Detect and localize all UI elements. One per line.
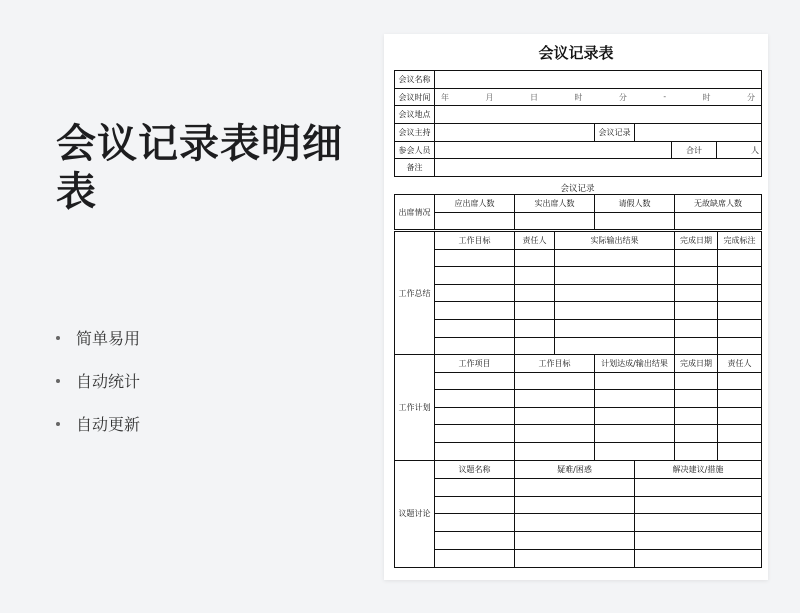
feature-label: 简单易用 (76, 329, 141, 348)
column-header: 应出席人数 (435, 195, 515, 213)
table-cell[interactable] (515, 372, 595, 390)
table-cell[interactable] (515, 496, 635, 514)
table-cell[interactable] (435, 302, 515, 320)
discussion-table (394, 460, 762, 568)
column-header: 实际输出结果 (555, 232, 675, 250)
feature-label: 自动更新 (76, 415, 141, 434)
table-cell[interactable] (435, 478, 515, 496)
table-cell[interactable] (435, 532, 515, 550)
table-cell[interactable] (435, 284, 515, 302)
remarks-field[interactable] (435, 159, 762, 177)
table-cell[interactable] (555, 267, 675, 285)
meeting-name-field[interactable] (435, 71, 762, 89)
table-cell[interactable] (718, 372, 762, 390)
table-cell[interactable] (435, 549, 515, 567)
meeting-place-label: 会议地点 (395, 106, 435, 124)
table-cell[interactable] (635, 478, 762, 496)
table-row (395, 212, 762, 230)
table-cell[interactable] (718, 407, 762, 425)
table-cell[interactable] (675, 267, 718, 285)
table-cell[interactable] (435, 249, 515, 267)
table-cell[interactable] (718, 319, 762, 337)
table-cell[interactable] (718, 425, 762, 443)
table-row (395, 319, 762, 337)
time-part: 时 (574, 92, 583, 102)
column-header: 议题名称 (435, 461, 515, 479)
discussion-label: 议题讨论 (395, 461, 435, 568)
bullet-icon (56, 422, 60, 426)
meeting-name-label: 会议名称 (395, 71, 435, 89)
table-row (395, 496, 762, 514)
table-cell[interactable] (435, 372, 515, 390)
column-header: 无故缺席人数 (675, 195, 762, 213)
table-row (395, 232, 762, 250)
table-cell[interactable] (435, 267, 515, 285)
table-cell[interactable] (675, 319, 718, 337)
table-row (395, 390, 762, 408)
table-cell[interactable] (515, 337, 555, 355)
table-row (395, 141, 762, 159)
table-cell[interactable] (635, 496, 762, 514)
table-row (395, 549, 762, 567)
person-unit: 人 (751, 145, 759, 155)
table-cell[interactable] (595, 390, 675, 408)
meeting-time-field[interactable] (435, 88, 762, 106)
table-row (395, 159, 762, 177)
column-header: 完成标注 (718, 232, 762, 250)
column-header: 疑难/困惑 (515, 461, 635, 479)
table-cell[interactable] (435, 496, 515, 514)
table-cell[interactable] (595, 442, 675, 460)
table-cell[interactable] (515, 532, 635, 550)
table-row (395, 284, 762, 302)
table-row (395, 71, 762, 89)
table-cell[interactable] (435, 337, 515, 355)
bullet-icon (56, 379, 60, 383)
table-row (395, 124, 762, 142)
table-row (395, 337, 762, 355)
table-cell[interactable] (515, 249, 555, 267)
column-header: 请假人数 (595, 195, 675, 213)
table-cell[interactable] (555, 319, 675, 337)
table-cell[interactable] (675, 442, 718, 460)
document-title: 会议记录表 (538, 44, 614, 62)
table-cell[interactable] (675, 407, 718, 425)
time-part: 分 (746, 92, 755, 102)
table-cell[interactable] (595, 212, 675, 230)
work-plan-table (394, 354, 762, 461)
column-header: 完成日期 (675, 232, 718, 250)
table-row (395, 407, 762, 425)
table-cell[interactable] (515, 284, 555, 302)
time-part: - (663, 91, 667, 101)
table-cell[interactable] (435, 442, 515, 460)
time-part: 日 (529, 92, 538, 102)
table-cell[interactable] (635, 532, 762, 550)
table-cell[interactable] (675, 372, 718, 390)
table-cell[interactable] (515, 212, 595, 230)
recorder-label: 会议记录 (595, 124, 635, 142)
meeting-time-label: 会议时间 (395, 88, 435, 106)
work-summary-table (394, 231, 762, 355)
table-cell[interactable] (675, 212, 762, 230)
column-header: 责任人 (718, 355, 762, 373)
table-cell[interactable] (515, 442, 595, 460)
table-cell[interactable] (515, 319, 555, 337)
table-cell[interactable] (435, 212, 515, 230)
document-preview (384, 34, 768, 580)
table-cell[interactable] (515, 267, 555, 285)
table-row (395, 461, 762, 479)
table-cell[interactable] (555, 249, 675, 267)
column-header: 计划达成/输出结果 (595, 355, 675, 373)
table-cell[interactable] (718, 302, 762, 320)
work-plan-label: 工作计划 (395, 355, 435, 461)
table-cell[interactable] (675, 390, 718, 408)
remarks-label: 备注 (395, 159, 435, 177)
feature-item (56, 402, 140, 445)
table-cell[interactable] (718, 442, 762, 460)
table-cell[interactable] (435, 425, 515, 443)
hero-title: 会议记录表明细表 (56, 121, 343, 215)
total-label: 合计 (672, 141, 717, 159)
table-row (395, 88, 762, 106)
feature-item (56, 359, 140, 402)
feature-list (56, 316, 140, 445)
column-header: 工作目标 (435, 232, 515, 250)
table-cell[interactable] (515, 390, 595, 408)
table-row (395, 372, 762, 390)
table-row (395, 195, 762, 213)
table-cell[interactable] (635, 549, 762, 567)
table-cell[interactable] (718, 337, 762, 355)
table-row (395, 532, 762, 550)
table-cell[interactable] (435, 514, 515, 532)
table-row (395, 425, 762, 443)
column-header: 完成日期 (675, 355, 718, 373)
table-cell[interactable] (515, 549, 635, 567)
table-cell[interactable] (515, 478, 635, 496)
table-cell[interactable] (595, 425, 675, 443)
table-cell[interactable] (595, 407, 675, 425)
table-cell[interactable] (435, 407, 515, 425)
meeting-place-field[interactable] (435, 106, 762, 124)
column-header: 实出席人数 (515, 195, 595, 213)
section-title: 会议记录 (560, 184, 595, 194)
table-row (395, 514, 762, 532)
table-cell[interactable] (675, 337, 718, 355)
table-row (395, 106, 762, 124)
column-header: 工作项目 (435, 355, 515, 373)
table-cell[interactable] (675, 284, 718, 302)
column-header: 解决建议/措施 (635, 461, 762, 479)
meeting-info-table (394, 70, 762, 177)
table-cell[interactable] (515, 514, 635, 532)
table-row (395, 442, 762, 460)
time-part: 分 (618, 92, 627, 102)
table-cell[interactable] (555, 284, 675, 302)
table-cell[interactable] (635, 514, 762, 532)
table-cell[interactable] (718, 284, 762, 302)
table-cell[interactable] (555, 337, 675, 355)
attendance-table (394, 194, 762, 230)
table-cell[interactable] (675, 425, 718, 443)
attendance-label: 出席情况 (395, 195, 435, 230)
table-row (395, 302, 762, 320)
table-cell[interactable] (435, 319, 515, 337)
time-part: 年 (441, 92, 449, 102)
work-summary-label: 工作总结 (395, 232, 435, 355)
host-field[interactable] (435, 124, 595, 142)
attendees-label: 参会人员 (395, 141, 435, 159)
recorder-field[interactable] (635, 124, 762, 142)
total-field[interactable] (717, 141, 762, 159)
table-cell[interactable] (675, 302, 718, 320)
table-cell[interactable] (675, 249, 718, 267)
feature-item (56, 316, 140, 359)
table-row (395, 355, 762, 373)
table-cell[interactable] (718, 249, 762, 267)
table-cell[interactable] (718, 267, 762, 285)
table-row (395, 249, 762, 267)
table-cell[interactable] (555, 302, 675, 320)
table-cell[interactable] (515, 425, 595, 443)
table-cell[interactable] (595, 372, 675, 390)
table-row (395, 478, 762, 496)
column-header: 工作目标 (515, 355, 595, 373)
hero (56, 120, 366, 216)
column-header: 责任人 (515, 232, 555, 250)
time-part: 月 (485, 92, 494, 102)
table-cell[interactable] (515, 407, 595, 425)
table-cell[interactable] (435, 390, 515, 408)
host-label: 会议主持 (395, 124, 435, 142)
bullet-icon (56, 336, 60, 340)
table-cell[interactable] (718, 390, 762, 408)
time-part: 时 (702, 92, 711, 102)
table-cell[interactable] (515, 302, 555, 320)
feature-label: 自动统计 (76, 372, 141, 391)
attendees-field[interactable] (435, 141, 672, 159)
table-row (395, 267, 762, 285)
